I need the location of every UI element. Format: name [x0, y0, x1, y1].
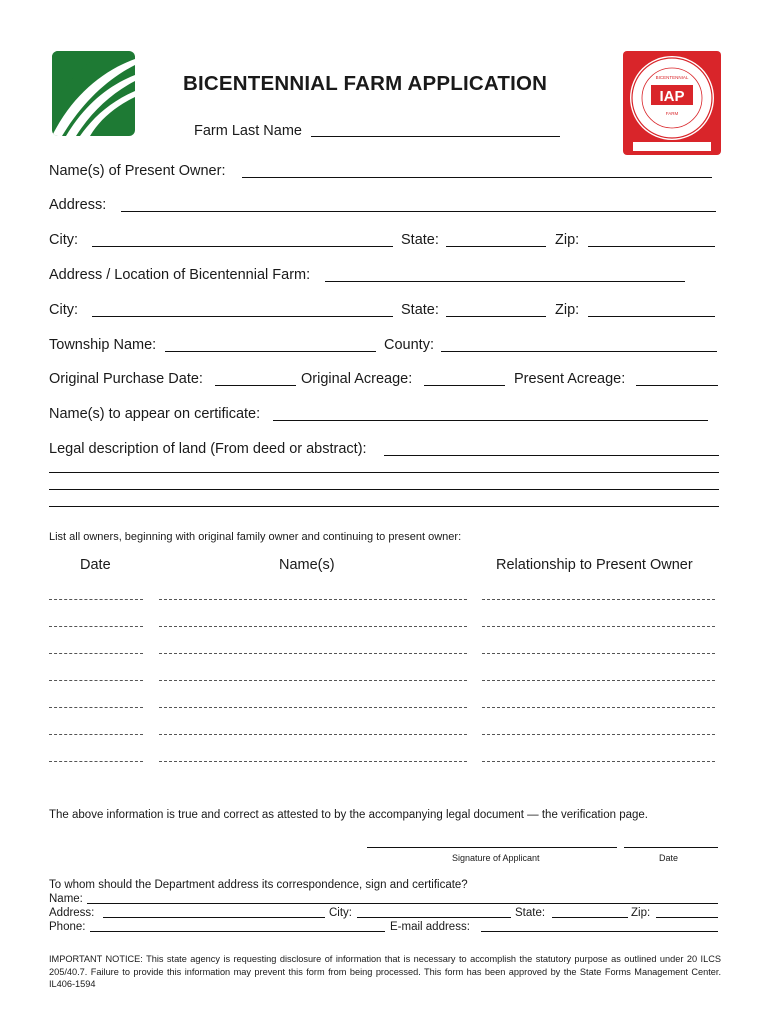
farm-location-field[interactable] [325, 281, 685, 282]
form-title: BICENTENNIAL FARM APPLICATION [183, 72, 548, 95]
farm-city-field[interactable] [92, 316, 393, 317]
important-notice: IMPORTANT NOTICE: This state agency is requesting disclosure of information that is necessary to accomplish the statutory purpose as outlined under 20 ILCS 205/40.7. Failure to provide this information may prevent this form from being processed. This form has been approved by the State Forms Management Center. IL406-1594 [49, 954, 721, 989]
present-acreage-field[interactable] [636, 385, 718, 386]
svg-text:IAP: IAP [659, 88, 685, 105]
corr-zip-label: Zip: [631, 907, 651, 919]
owner-date-field[interactable] [49, 626, 143, 627]
owner-relationship-field[interactable] [482, 707, 715, 708]
department-logo [52, 51, 135, 136]
purchase-date-label: Original Purchase Date: [49, 371, 203, 387]
city-field[interactable] [92, 246, 393, 247]
address-label: Address: [49, 197, 107, 213]
zip-label: Zip: [555, 232, 580, 248]
county-field[interactable] [441, 351, 717, 352]
corr-state-label: State: [515, 907, 546, 919]
owner-names-field[interactable] [159, 734, 467, 735]
state-label: State: [401, 232, 439, 248]
owners-list-instruction: List all owners, beginning with original family owner and continuing to present owner: [49, 531, 462, 543]
corr-address-field[interactable] [103, 917, 325, 918]
owner-relationship-field[interactable] [482, 734, 715, 735]
date-column-header: Date [80, 557, 111, 573]
svg-text:FARM: FARM [665, 111, 679, 116]
city-label: City: [49, 232, 78, 248]
farm-zip-label: Zip: [555, 302, 580, 318]
owner-names-field[interactable] [159, 653, 467, 654]
certificate-names-label: Name(s) to appear on certificate: [49, 406, 261, 422]
svg-text:BICENTENNIAL: BICENTENNIAL [655, 75, 689, 80]
names-column-header: Name(s) [279, 557, 335, 573]
corr-email-label: E-mail address: [390, 921, 470, 933]
township-field[interactable] [165, 351, 376, 352]
signature-label: Signature of Applicant [452, 853, 540, 863]
owner-relationship-field[interactable] [482, 626, 715, 627]
farm-location-label: Address / Location of Bicentennial Farm: [49, 267, 311, 283]
owner-date-field[interactable] [49, 599, 143, 600]
county-label: County: [384, 337, 434, 353]
signature-date-label: Date [659, 853, 679, 863]
farm-state-field[interactable] [446, 316, 546, 317]
corr-phone-label: Phone: [49, 921, 86, 933]
certificate-names-field[interactable] [273, 420, 708, 421]
owner-relationship-field[interactable] [482, 599, 715, 600]
owner-date-field[interactable] [49, 680, 143, 681]
signature-field[interactable] [367, 847, 617, 848]
owner-names-field[interactable] [159, 707, 467, 708]
legal-description-line[interactable] [49, 489, 719, 490]
legal-description-field[interactable] [384, 455, 719, 456]
attestation-statement: The above information is true and correct as attested to by the accompanying legal document — the verification page. [49, 809, 648, 821]
legal-description-line[interactable] [49, 506, 719, 507]
owner-names-field[interactable] [159, 761, 467, 762]
farm-city-label: City: [49, 302, 78, 318]
owner-date-field[interactable] [49, 761, 143, 762]
present-owner-field[interactable] [242, 177, 712, 178]
purchase-date-field[interactable] [215, 385, 296, 386]
present-acreage-label: Present Acreage: [514, 371, 626, 387]
bicentennial-seal [623, 51, 721, 155]
corr-name-label: Name: [49, 893, 83, 905]
farm-state-label: State: [401, 302, 439, 318]
corr-city-label: City: [329, 907, 352, 919]
owner-names-field[interactable] [159, 626, 467, 627]
township-label: Township Name: [49, 337, 157, 353]
zip-field[interactable] [588, 246, 715, 247]
farm-last-name-label: Farm Last Name [194, 123, 302, 139]
legal-description-label: Legal description of land (From deed or abstract): [49, 441, 367, 457]
corr-zip-field[interactable] [656, 917, 718, 918]
owner-relationship-field[interactable] [482, 761, 715, 762]
owner-relationship-field[interactable] [482, 680, 715, 681]
owner-date-field[interactable] [49, 734, 143, 735]
farm-zip-field[interactable] [588, 316, 715, 317]
corr-name-field[interactable] [87, 903, 718, 904]
address-field[interactable] [121, 211, 716, 212]
corr-address-label: Address: [49, 907, 95, 919]
relationship-column-header: Relationship to Present Owner [496, 557, 693, 573]
present-owner-label: Name(s) of Present Owner: [49, 163, 226, 179]
corr-email-field[interactable] [481, 931, 718, 932]
legal-description-line[interactable] [49, 472, 719, 473]
farm-last-name-field[interactable] [311, 136, 560, 137]
owner-relationship-field[interactable] [482, 653, 715, 654]
signature-date-field[interactable] [624, 847, 718, 848]
state-field[interactable] [446, 246, 546, 247]
original-acreage-label: Original Acreage: [301, 371, 413, 387]
original-acreage-field[interactable] [424, 385, 505, 386]
corr-state-field[interactable] [552, 917, 628, 918]
owner-date-field[interactable] [49, 707, 143, 708]
corr-phone-field[interactable] [90, 931, 385, 932]
owner-date-field[interactable] [49, 653, 143, 654]
owner-names-field[interactable] [159, 680, 467, 681]
owner-names-field[interactable] [159, 599, 467, 600]
correspondence-question: To whom should the Department address its correspondence, sign and certificate? [49, 879, 468, 891]
